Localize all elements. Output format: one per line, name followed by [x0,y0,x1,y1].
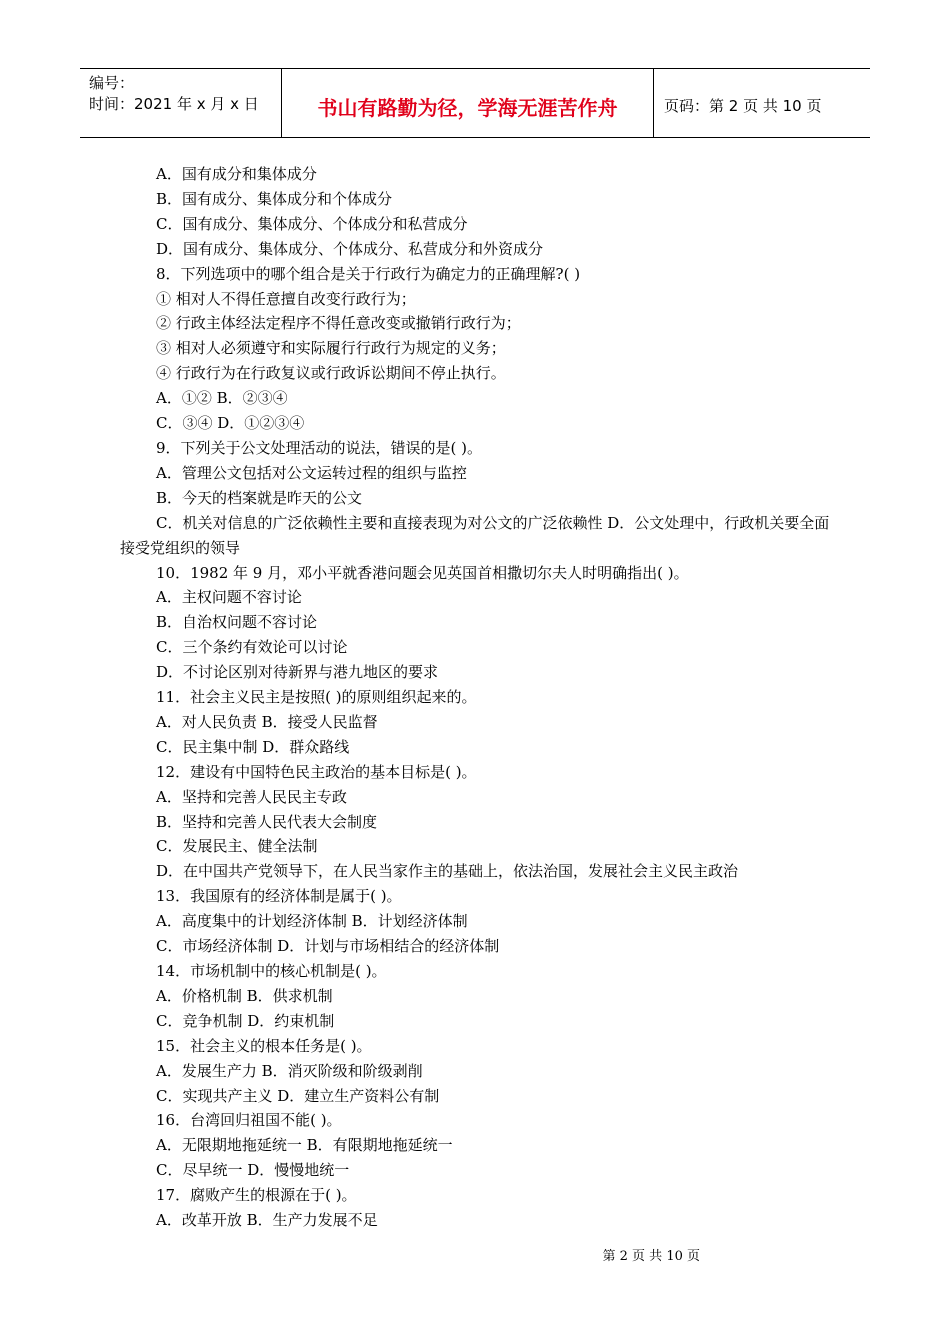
text-line: C．实现共产主义 D．建立生产资料公有制 [156,1086,440,1105]
text-line: A．坚持和完善人民民主专政 [156,787,347,806]
text-line: 12．建设有中国特色民主政治的基本目标是( )。 [156,762,477,781]
text-line: D．在中国共产党领导下，在人民当家作主的基础上，依法治国，发展社会主义民主政治 [156,862,739,881]
text-line: D．不讨论区别对待新界与港九地区的要求 [156,663,439,682]
header-page-info: 页码：第 2 页 共 10 页 [664,96,822,115]
text-line: A．管理公文包括对公文运转过程的组织与监控 [156,463,467,482]
text-line: C．竞争机制 D．约束机制 [156,1011,335,1030]
text-line: B．坚持和完善人民代表大会制度 [156,812,378,831]
text-line: C．三个条约有效论可以讨论 [156,638,348,657]
time-label: 时间：2021 年 x 月 x 日 [89,95,259,113]
text-line: B．自治权问题不容讨论 [156,613,318,632]
text-line: C．民主集中制 D．群众路线 [156,737,350,756]
document-body [120,162,832,1233]
text-line: C．③④ D．①②③④ [156,414,305,433]
text-line: 13．我国原有的经济体制是属于( )。 [156,887,402,906]
text-line: 16．台湾回归祖国不能( )。 [156,1111,342,1130]
text-line: 8．下列选项中的哪个组合是关于行政行为确定力的正确理解?( ) [156,264,581,283]
page-footer: 第 2 页 共 10 页 [602,1249,700,1264]
number-label: 编号： [89,74,135,92]
text-line: 11．社会主义民主是按照( )的原则组织起来的。 [156,688,477,707]
text-line: C．市场经济体制 D．计划与市场相结合的经济体制 [156,937,500,956]
text-line: C．发展民主、健全法制 [156,837,318,856]
header-meta [80,69,282,137]
text-line: A．无限期地拖延统一 B．有限期地拖延统一 [156,1136,453,1155]
header-motto: 书山有路勤为径，学海无涯苦作舟 [282,69,654,137]
text-line: A．主权问题不容讨论 [156,588,302,607]
text-line: A．①② B．②③④ [156,389,288,408]
text-line: ④ 行政行为在行政复议或行政诉讼期间不停止执行。 [156,364,506,383]
text-line: 15．社会主义的根本任务是( )。 [156,1036,372,1055]
text-line: B．今天的档案就是昨天的公文 [156,488,363,507]
text-line: C．尽早统一 D．慢慢地统一 [156,1161,350,1180]
text-line: A．高度集中的计划经济体制 B．计划经济体制 [156,912,468,931]
text-line: B．国有成分、集体成分和个体成分 [156,189,393,208]
text-line: ③ 相对人必须遵守和实际履行行政行为规定的义务； [156,339,506,358]
text-line: A．发展生产力 B．消灭阶级和阶级剥削 [156,1061,423,1080]
text-line: ② 行政主体经法定程序不得任意改变或撤销行政行为； [156,314,521,333]
text-line: A．改革开放 B．生产力发展不足 [156,1211,378,1230]
text-line: C．机关对信息的广泛依赖性主要和直接表现为对公文的广泛依赖性 D．公文处理中，行政机关要全面接受党组织的领导 [120,513,830,557]
text-line: A．价格机制 B．供求机制 [156,986,333,1005]
page-header [80,68,870,138]
text-line: D．国有成分、集体成分、个体成分、私营成分和外资成分 [156,239,544,258]
text-line: 10．1982 年 9 月，邓小平就香港问题会见英国首相撒切尔夫人时明确指出( )。 [156,563,689,582]
text-line: 14．市场机制中的核心机制是( )。 [156,962,387,980]
text-line: 17．腐败产生的根源在于( )。 [156,1186,357,1205]
text-line: 9．下列关于公文处理活动的说法，错误的是( )。 [156,438,483,457]
text-line: ① 相对人不得任意擅自改变行政行为； [156,289,416,308]
text-line: C．国有成分、集体成分、个体成分和私营成分 [156,214,468,233]
text-line: A．国有成分和集体成分 [156,165,317,183]
text-line: A．对人民负责 B．接受人民监督 [156,712,378,731]
